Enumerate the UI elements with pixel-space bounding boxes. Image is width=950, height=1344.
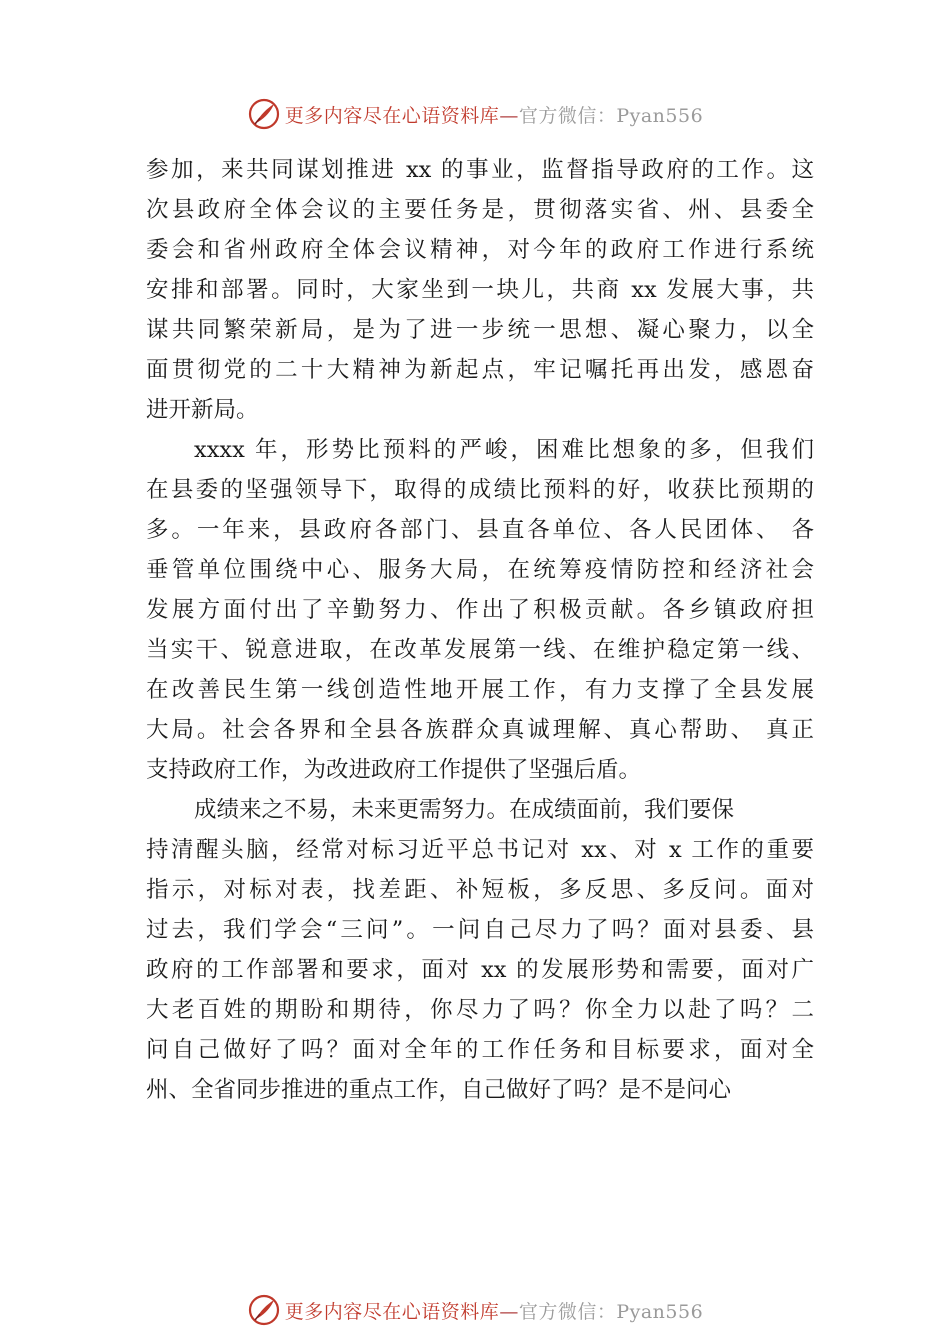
paragraph-1 — [146, 150, 814, 430]
quill-logo-icon — [247, 1293, 281, 1327]
text-line: 州、全省同步推进的重点工作，自己做好了吗？是不是问心 — [146, 1077, 732, 1103]
text-line: 参加，来共同谋划推进 xx 的事业，监督指导政府的工作。这 — [146, 157, 814, 183]
watermark-wechat-label: 官方微信： — [518, 104, 617, 127]
text-line: 发展方面付出了辛勤努力、作出了积极贡献。各乡镇政府担 — [146, 597, 814, 623]
text-line: 支持政府工作，为改进政府工作提供了坚强后盾。 — [146, 757, 642, 783]
footer-watermark — [0, 1290, 950, 1330]
watermark-site-name: 更多内容尽在心语资料库 — [284, 1300, 500, 1323]
text-line: 问自己做好了吗？面对全年的工作任务和目标要求，面对全 — [146, 1037, 814, 1063]
text-line: 多。一年来，县政府各部门、县直各单位、各人民团体、 各 — [146, 517, 814, 543]
text-line: 谋共同繁荣新局，是为了进一步统一思想、凝心聚力，以全 — [146, 317, 814, 343]
text-line: xxxx 年，形势比预料的严峻，困难比想象的多，但我们 — [194, 437, 814, 463]
text-line: 持清醒头脑，经常对标习近平总书记对 xx、对 x 工作的重要 — [146, 837, 814, 863]
text-line: 当实干、锐意进取，在改革发展第一线、在维护稳定第一线、 — [146, 637, 814, 663]
text-line: 政府的工作部署和要求，面对 xx 的发展形势和需要，面对广 — [146, 957, 814, 983]
text-line: 在改善民生第一线创造性地开展工作，有力支撑了全县发展 — [146, 677, 814, 703]
text-line: 委会和省州政府全体会议精神，对今年的政府工作进行系统 — [146, 237, 814, 263]
text-line: 在县委的坚强领导下，取得的成绩比预料的好，收获比预期的 — [146, 477, 814, 503]
text-line: 大老百姓的期盼和期待，你尽力了吗？你全力以赴了吗？二 — [146, 997, 814, 1023]
watermark-separator: — — [499, 104, 519, 127]
text-line: 过去，我们学会“三问”。一问自己尽力了吗？面对县委、县 — [146, 917, 814, 943]
watermark-text — [285, 1297, 703, 1324]
watermark-text — [285, 101, 703, 128]
header-watermark — [0, 94, 950, 134]
watermark-wechat-label: 官方微信： — [518, 1300, 617, 1323]
watermark-site-name: 更多内容尽在心语资料库 — [284, 104, 500, 127]
watermark-account: Pyan556 — [616, 1300, 704, 1323]
paragraph-3 — [146, 790, 814, 1110]
text-line: 次县政府全体会议的主要任务是，贯彻落实省、州、县委全 — [146, 197, 814, 223]
document-body — [146, 150, 814, 1110]
watermark-separator: — — [499, 1300, 519, 1323]
text-line: 进开新局。 — [146, 397, 259, 423]
text-line: 成绩来之不易，未来更需努力。在成绩面前，我们要保 — [194, 797, 735, 823]
text-line: 指示，对标对表，找差距、补短板，多反思、多反问。面对 — [146, 877, 814, 903]
paragraph-2 — [146, 430, 814, 790]
text-line: 安排和部署。同时，大家坐到一块儿，共商 xx 发展大事，共 — [146, 277, 814, 303]
quill-logo-icon — [247, 97, 281, 131]
text-line: 大局。社会各界和全县各族群众真诚理解、真心帮助、 真正 — [146, 717, 814, 743]
watermark-account: Pyan556 — [616, 104, 704, 127]
text-line: 面贯彻党的二十大精神为新起点，牢记嘱托再出发，感恩奋 — [146, 357, 814, 383]
text-line: 垂管单位围绕中心、服务大局，在统筹疫情防控和经济社会 — [146, 557, 814, 583]
